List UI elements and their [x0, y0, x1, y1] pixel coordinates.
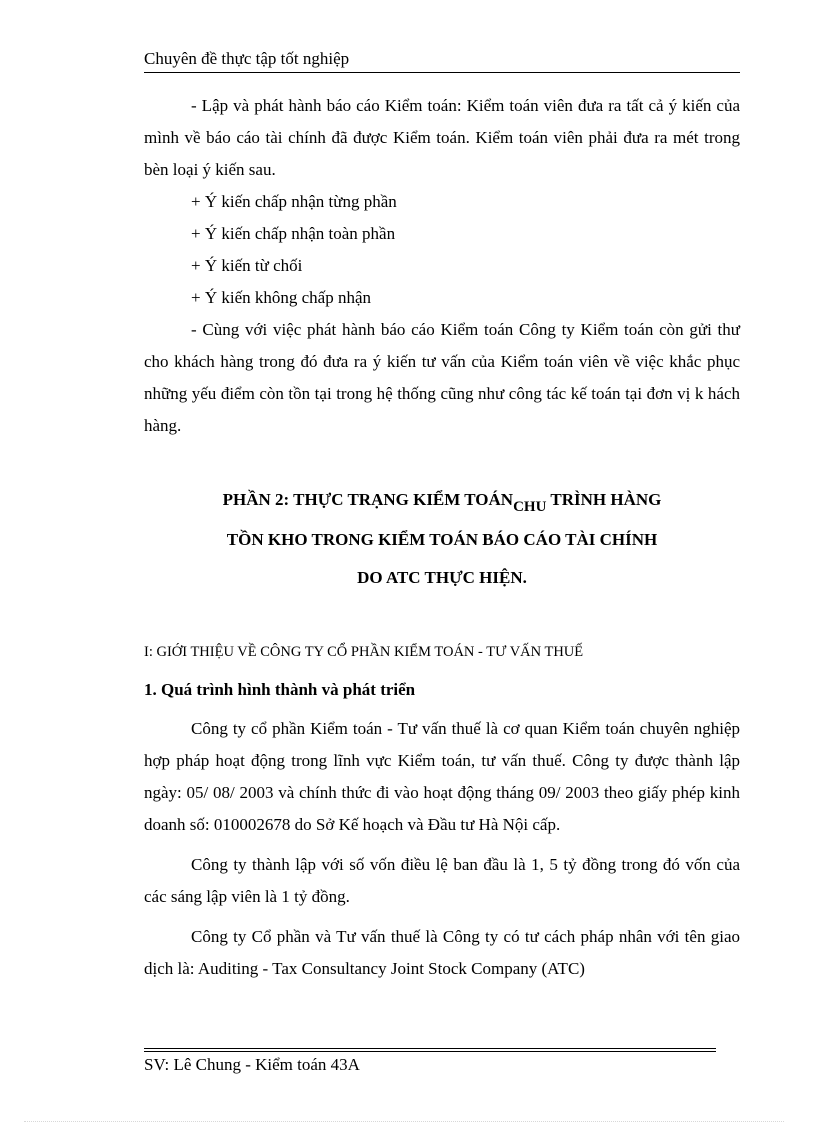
header-title: Chuyên đề thực tập tốt nghiệp [144, 49, 350, 68]
footer-divider [144, 1048, 716, 1052]
section-2-body [144, 713, 740, 985]
part-heading-line-1: PHẦN 2: THỰC TRẠNG KIỂM TOÁNCHU TRÌNH HÀNG [222, 490, 662, 515]
part-heading-line-3: DO ATC THỰC HIỆN. [357, 568, 527, 587]
list-item: + Ý kiến không chấp nhận [191, 288, 372, 307]
part-heading-line-2: TỒN KHO TRONG KIỂM TOÁN BÁO CÁO TÀI CHÍNH [226, 530, 658, 549]
list-item: + Ý kiến từ chối [191, 256, 303, 275]
list-item: + Ý kiến chấp nhận toàn phần [191, 224, 396, 243]
footer-text: SV: Lê Chung - Kiểm toán 43A [144, 1055, 360, 1074]
section-title: I: GIỚI THIỆU VỀ CÔNG TY CỔ PHẦN KIỂM TOÁN - TƯ VẤN THUẾ [144, 644, 584, 660]
paragraph: Công ty thành lập với số vốn điều lệ ban đầu là 1, 5 tỷ đồng trong đó vốn của các sáng lập viên là 1 tỷ đồng. [144, 855, 740, 906]
page-edge-divider [24, 1121, 784, 1122]
paragraph: Công ty cổ phần Kiểm toán - Tư vấn thuế là cơ quan Kiểm toán chuyên nghiệp hợp pháp hoạt động trong lĩnh vực Kiểm toán, tư vấn thuế. Công ty được thành lập ngày: 05/ 08/ 2003 và chính thức đi vào hoạt động tháng 09/ 2003 theo giấy phép kinh doanh số: 010002678 do Sở Kế hoạch và Đầu tư Hà Nội cấp. [144, 719, 740, 834]
paragraph: - Lập và phát hành báo cáo Kiểm toán: Kiểm toán viên đưa ra tất cả ý kiến của mình về báo cáo tài chính đã được Kiểm toán. Kiểm toán viên phải đưa ra mét trong bèn loại ý kiến sau. [144, 96, 740, 179]
subsection-title: 1. Quá trình hình thành và phát triển [144, 680, 416, 699]
list-item: + Ý kiến chấp nhận từng phần [191, 192, 397, 211]
paragraph: Công ty Cổ phần và Tư vấn thuế là Công ty có tư cách pháp nhân với tên giao dịch là: Auditing - Tax Consultancy Joint Stock Company (ATC) [144, 927, 740, 978]
part-2-heading [144, 488, 740, 604]
section-1-body [144, 90, 740, 442]
page-header [144, 49, 740, 73]
paragraph: - Cùng với việc phát hành báo cáo Kiểm toán Công ty Kiểm toán còn gửi thư cho khách hàng trong đó đưa ra ý kiến tư vấn của Kiểm toán viên về việc khắc phục những yếu điểm còn tồn tại trong hệ thống cũng như công tác kế toán tại đơn vị k hách hàng. [144, 320, 740, 435]
page-footer [144, 1055, 716, 1075]
